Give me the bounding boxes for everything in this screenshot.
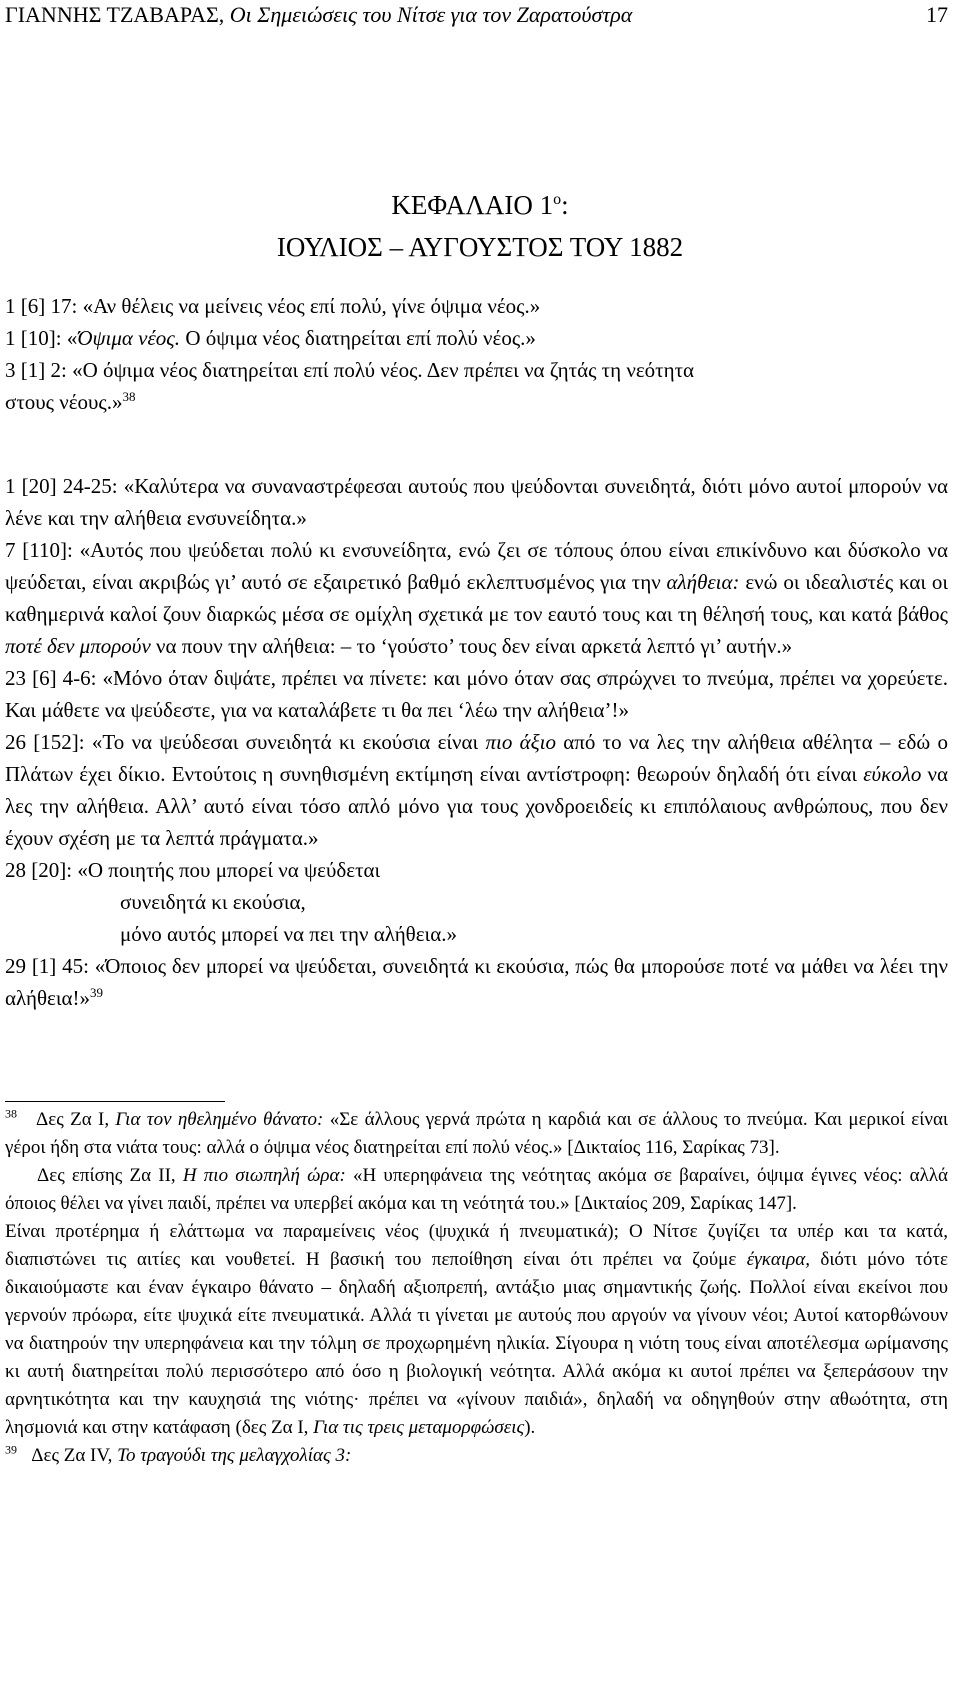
footnote-38: $^{38}$ Δες Ζα Ι, Για τον ηθελημένο θάνατο: «Σε άλλους γερνά πρώτα η καρδιά και σε άλλους το πνεύμα. Και μερικοί είναι γέροι ήδη στα νιάτα τους: αλλά ο όψιμα νέος διατηρείται επί πολύ νέος.» [Δικταίος 116, Σαρίκας 73]. bbox=[5, 1106, 949, 1158]
quote-26-152: 26 [152]: «Το να ψεύδεσαι συνειδητά κι εκούσια είναι πιο άξιο από το να λες την αλήθεια αθέλητα – εδώ ο Πλάτων έχει δίκιο. Εντούτοις η συνηθισμένη εκτίμηση είναι αντίστροφη: θεωρούν δηλαδή ότι είναι εύκολο να λες την αλήθεια. Αλλ’ αυτό είναι τόσο απλό μόνο για τους χονδροειδείς κι επιπόλαιους ανθρώπους, που δεν έχουν σχέση με τα λεπτά πράγματα.» bbox=[5, 730, 948, 850]
header-title: ΓΙΑΝΝΗΣ ΤΖΑΒΑΡΑΣ, Οι Σημειώσεις του Νίτσε για τον Ζαρατούστρα bbox=[5, 2, 633, 27]
quote-1-6-17: 1 [6] 17: «Αν θέλεις να μείνεις νέος επί πολύ, γίνε όψιμα νέος.» bbox=[5, 294, 541, 318]
quote-3-1-2-cont: στους νέους.»$^{38}$ bbox=[5, 389, 136, 414]
footnote-39: $^{39}$ Δες Ζα IV, Το τραγούδι της μελαγχολίας 3: bbox=[5, 1442, 352, 1466]
quote-28-20: 28 [20]: «Ο ποιητής που μπορεί να ψεύδεται bbox=[5, 858, 381, 882]
quote-1-20: 1 [20] 24-25: «Καλύτερα να συναναστρέφεσαι αυτούς που ψεύδονται συνειδητά, διότι μόνο αυτοί μπορούν να λένε και την αλήθεια ενσυνείδητα.» bbox=[5, 474, 948, 530]
quote-group-youth bbox=[5, 290, 948, 418]
quote-group-truth bbox=[5, 470, 948, 1014]
quote-3-1-2: 3 [1] 2: «Ο όψιμα νέος διατηρείται επί πολύ νέος. Δεν πρέπει να ζητάς τη νεότητα bbox=[5, 358, 695, 382]
footnotes bbox=[5, 1106, 948, 1470]
chapter-subtitle: ΙΟΥΛΙΟΣ – ΑΥΓΟΥΣΤΟΣ ΤΟΥ 1882 bbox=[276, 232, 684, 262]
running-header bbox=[5, 0, 948, 30]
footnote-separator bbox=[5, 1101, 225, 1102]
chapter-title: ΚΕΦΑΛΑΙΟ $1^o$: bbox=[391, 190, 569, 220]
quote-7-110: 7 [110]: «Αυτός που ψεύδεται πολύ κι ενσυνείδητα, ενώ ζει σε τόπους όπου είναι επικίνδυνο και δύσκολο να ψεύδεται, είναι ακριβώς γι’ αυτό σε εξαιρετικό βαθμό εκλεπτυσμένος για την αλήθεια: ενώ οι ιδεαλιστές και οι καθημερινά καλοί ζουν διαρκώς μέσα σε ομίχλη σχετικά με τον εαυτό τους και τη θέλησή τους, και κατά βάθος ποτέ δεν μπορούν να πουν την αλήθεια: – το ‘γούστο’ τους δεν είναι αρκετά λεπτό γι’ αυτήν.» bbox=[5, 538, 948, 658]
footnote-ref-39[interactable]: 39 bbox=[90, 985, 104, 1000]
page-number: 17 bbox=[926, 2, 948, 27]
quote-28-20-line2: συνειδητά κι εκούσια, bbox=[120, 890, 306, 914]
quote-29-1: 29 [1] 45: «Όποιος δεν μπορεί να ψεύδεται, συνειδητά κι εκούσια, πώς θα μπορούσε ποτέ να μάθει να λέει την αλήθεια!»$^{39}$ bbox=[5, 954, 948, 1010]
quote-1-10: 1 [10]: «Όψιμα νέος. Ο όψιμα νέος διατηρείται επί πολύ νέος.» bbox=[5, 326, 536, 350]
footnote-38-para2: Δες επίσης Ζα ΙΙ, Η πιο σιωπηλή ώρα: «Η υπερηφάνεια της νεότητας ακόμα σε βαραίνει, όψιμα έγινες νέος: αλλά όποιος θέλει να γίνει παιδί, πρέπει να υπερβεί ακόμα και τη νεότητά του.» [Δικταίος 209, Σαρίκας 147]. bbox=[5, 1165, 948, 1214]
quote-23-6: 23 [6] 4-6: «Μόνο όταν διψάτε, πρέπει να πίνετε: και μόνο όταν σας σπρώχνει το πνεύμα, πρέπει να χορεύετε. Και μάθετε να ψεύδεστε, για να καταλάβετε τι θα πει ‘λέω την αλήθεια’!» bbox=[5, 666, 948, 722]
footnote-ref-38[interactable]: 38 bbox=[122, 389, 136, 404]
footnote-38-para3: Είναι προτέρημα ή ελάττωμα να παραμείνεις νέος (ψυχικά ή πνευματικά); Ο Νίτσε ζυγίζει τα υπέρ και τα κατά, διαπιστώνει τις αιτίες και νουθετεί. Η βασική του πεποίθηση είναι ότι πρέπει να ζούμε έγκαιρα, διότι μόνο τότε δικαιούμαστε και έναν έγκαιρο θάνατο – δηλαδή αξιοπρεπή, αντάξιο μιας σημαντικής ζωής. Πολλοί είναι εκείνοι που γερνούν πρόωρα, είτε ψυχικά είτε πνευματικά. Αλλά τι γίνεται με αυτούς που αργούν να γίνουν νέοι; Αυτοί κατορθώνουν να διατηρούν την υπερηφάνεια και την τόλμη σε προχωρημένη ηλικία. Σίγουρα η νιότη τους είναι αποτέλεσμα ωρίμανσης κι αυτή διατηρείται πολύ περισσότερο από όσο η βιολογική νεότητα. Αλλά ακόμα κι αυτοί πρέπει να ξεπεράσουν την αρνητικότητα και την καυχησιά της νιότης· πρέπει να «γίνουν παιδιά», δηλαδή να οδηγηθούν στην αθωότητα, στη λησμονιά και στην κατάφαση (δες Ζα Ι, Για τις τρεις μεταμορφώσεις). bbox=[5, 1221, 949, 1438]
quote-28-20-line3: μόνο αυτός μπορεί να πει την αλήθεια.» bbox=[120, 922, 457, 946]
